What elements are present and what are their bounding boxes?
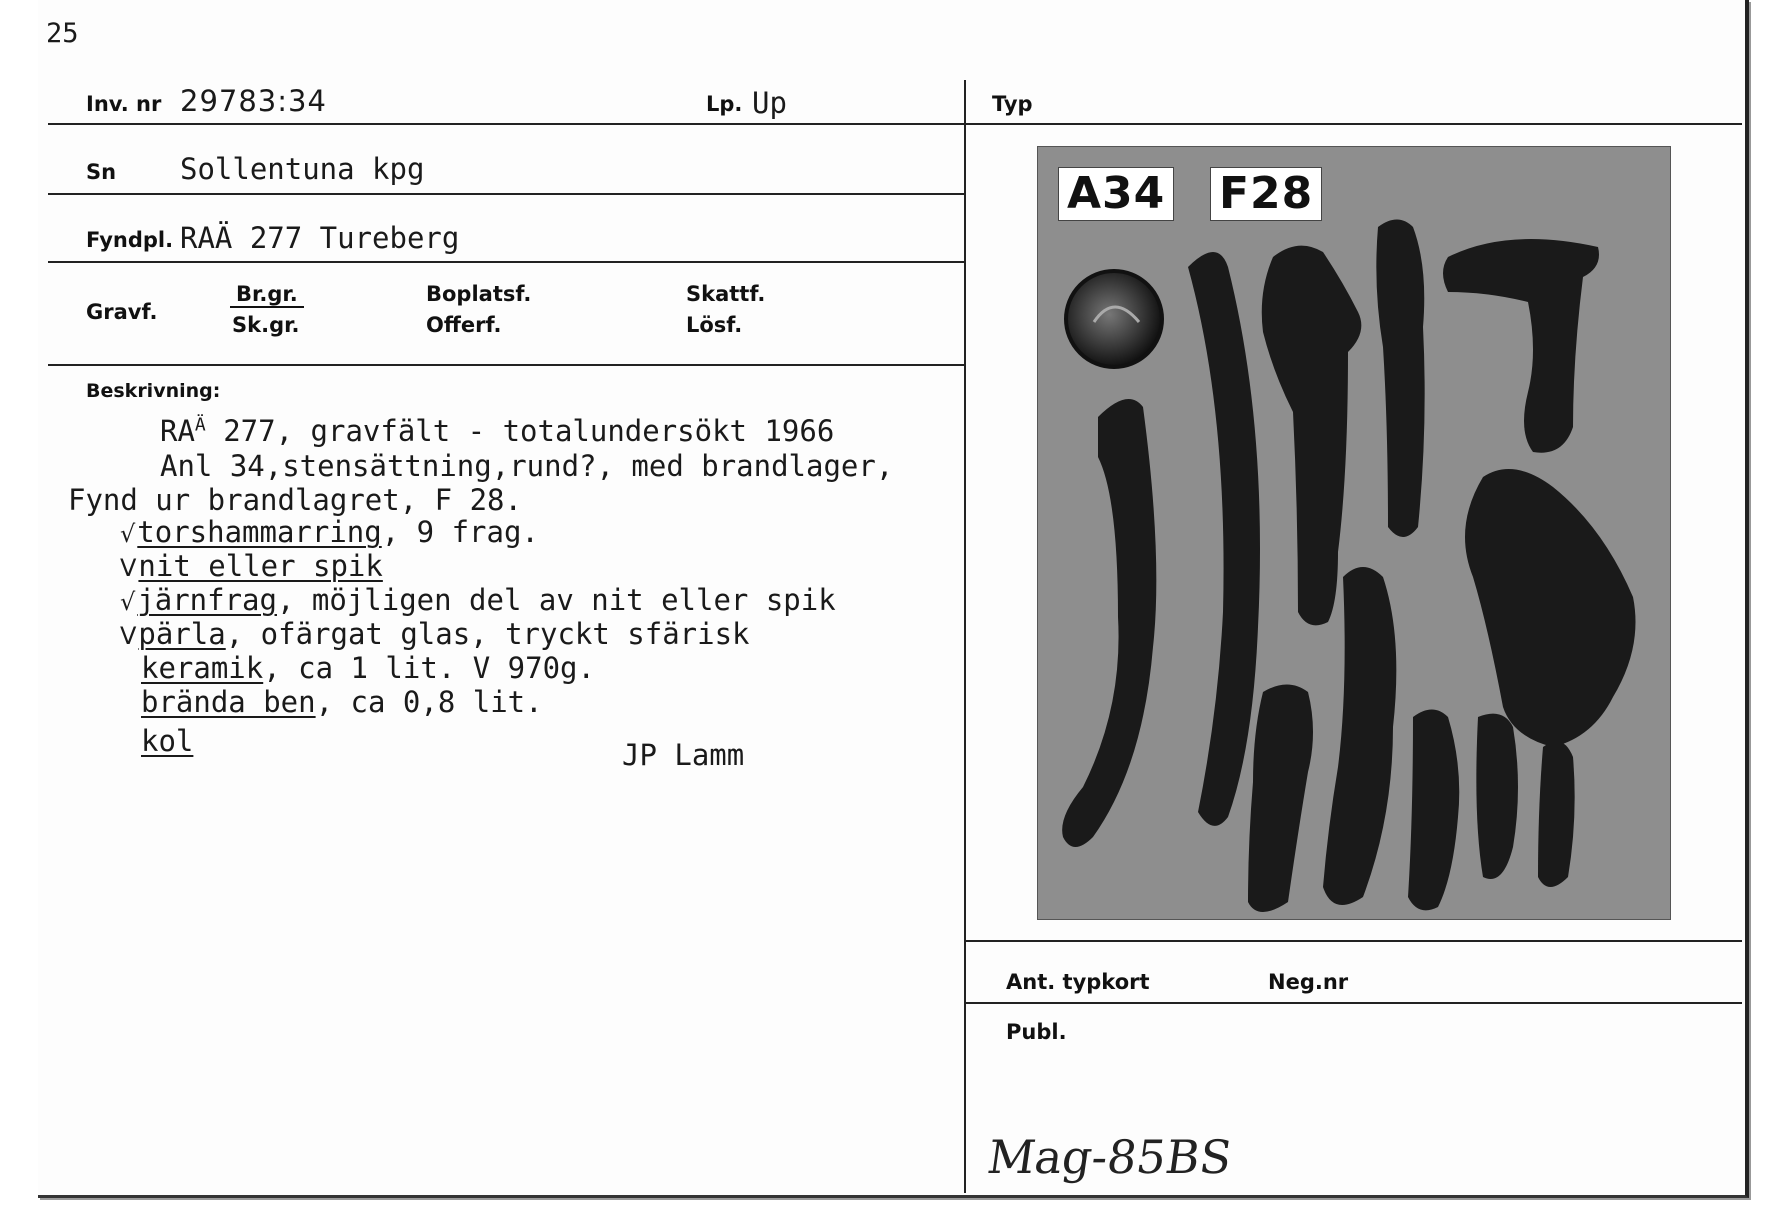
skattf-label: Skattf. (686, 282, 766, 306)
rule-vertical (964, 80, 966, 1193)
fragment-8 (1248, 685, 1313, 913)
beskrivning-label: Beskrivning: (86, 380, 221, 402)
typ-label: Typ (992, 92, 1033, 116)
desc-line-1-sup: Ä (194, 414, 206, 436)
rule-fyndpl (48, 261, 966, 263)
fragment-1 (1062, 399, 1156, 847)
bead-shape (1066, 271, 1162, 367)
item-5-name: brända ben (141, 685, 316, 719)
fragment-11 (1538, 741, 1575, 887)
item-1-name: nit eller spik (138, 549, 383, 583)
desc-line-1-pre: RA (160, 414, 195, 448)
item-4-rest: , ca 1 lit. V 970g. (263, 651, 595, 685)
check-mark-icon: √ (120, 520, 136, 548)
skgr-label: Sk.gr. (232, 313, 300, 337)
desc-line-1 (160, 414, 834, 448)
rule-ant (966, 1002, 1742, 1004)
lp-value: Up (752, 86, 787, 120)
signature: JP Lamm (622, 738, 745, 772)
item-4-name: keramik (141, 651, 264, 685)
photo-label-a: A34 (1058, 167, 1174, 221)
item-5-rest: , ca 0,8 lit. (315, 685, 543, 719)
fragment-5 (1443, 239, 1599, 453)
losf-label: Lösf. (686, 313, 743, 337)
artifact-drawing (1038, 147, 1670, 919)
item-0-name: torshammarring (137, 515, 382, 549)
item-4 (141, 651, 595, 685)
desc-line-2: Anl 34,stensättning,rund?, med brandlager, (160, 449, 894, 483)
item-2-name: järnfrag (137, 583, 277, 617)
desc-line-1-post: 277, gravfält - totalundersökt 1966 (205, 414, 835, 448)
item-5 (141, 685, 543, 719)
inv-value: 29783:34 (180, 84, 327, 118)
neg-nr-label: Neg.nr (1268, 970, 1349, 994)
ant-typkort-label: Ant. typkort (1006, 970, 1150, 994)
fyndpl-value: RAÄ 277 Tureberg (180, 221, 460, 255)
handwritten-note: Mag-85BS (984, 1130, 1236, 1184)
brgr-label: Br.gr. (230, 282, 304, 308)
publ-label: Publ. (1006, 1020, 1067, 1044)
rule-sn (48, 193, 966, 195)
fragment-4 (1376, 220, 1424, 538)
item-0-rest: , 9 frag. (381, 515, 539, 549)
item-2-rest: , möjligen del av nit eller spik (276, 583, 836, 617)
item-3-rest: , ofärgat glas, tryckt sfärisk (225, 617, 750, 651)
item-6-name: kol (141, 724, 194, 758)
check-mark-icon: V (120, 554, 137, 582)
rule-photo-bottom (966, 940, 1742, 942)
rule-typ (966, 123, 1742, 125)
desc-line-3: Fynd ur brandlagret, F 28. (68, 483, 522, 517)
fragment-6 (1465, 469, 1636, 747)
item-3 (120, 617, 750, 651)
item-6 (141, 724, 193, 758)
item-0 (120, 515, 539, 549)
artifact-photo (1037, 146, 1671, 920)
fragment-2 (1188, 252, 1260, 826)
item-3-name: pärla (138, 617, 226, 651)
fragment-10 (1476, 714, 1518, 879)
offerf-label: Offerf. (426, 313, 502, 337)
sn-label: Sn (86, 160, 117, 184)
lp-label: Lp. (706, 92, 743, 116)
sn-value: Sollentuna kpg (180, 152, 425, 186)
gravf-label: Gravf. (86, 300, 158, 324)
photo-label-f: F28 (1210, 167, 1322, 221)
fragment-7 (1323, 567, 1396, 905)
item-1 (120, 549, 383, 583)
fyndpl-label: Fyndpl. (86, 228, 174, 252)
fragment-3 (1262, 246, 1362, 626)
boplatsf-label: Boplatsf. (426, 282, 532, 306)
inv-label: Inv. nr (86, 92, 162, 116)
check-mark-icon: √ (120, 588, 136, 616)
corner-number: 25 (46, 18, 79, 49)
rule-header (48, 123, 966, 125)
rule-gravf (48, 364, 966, 366)
check-mark-icon: V (120, 622, 137, 650)
fragment-9 (1408, 710, 1459, 911)
item-2 (120, 583, 836, 617)
